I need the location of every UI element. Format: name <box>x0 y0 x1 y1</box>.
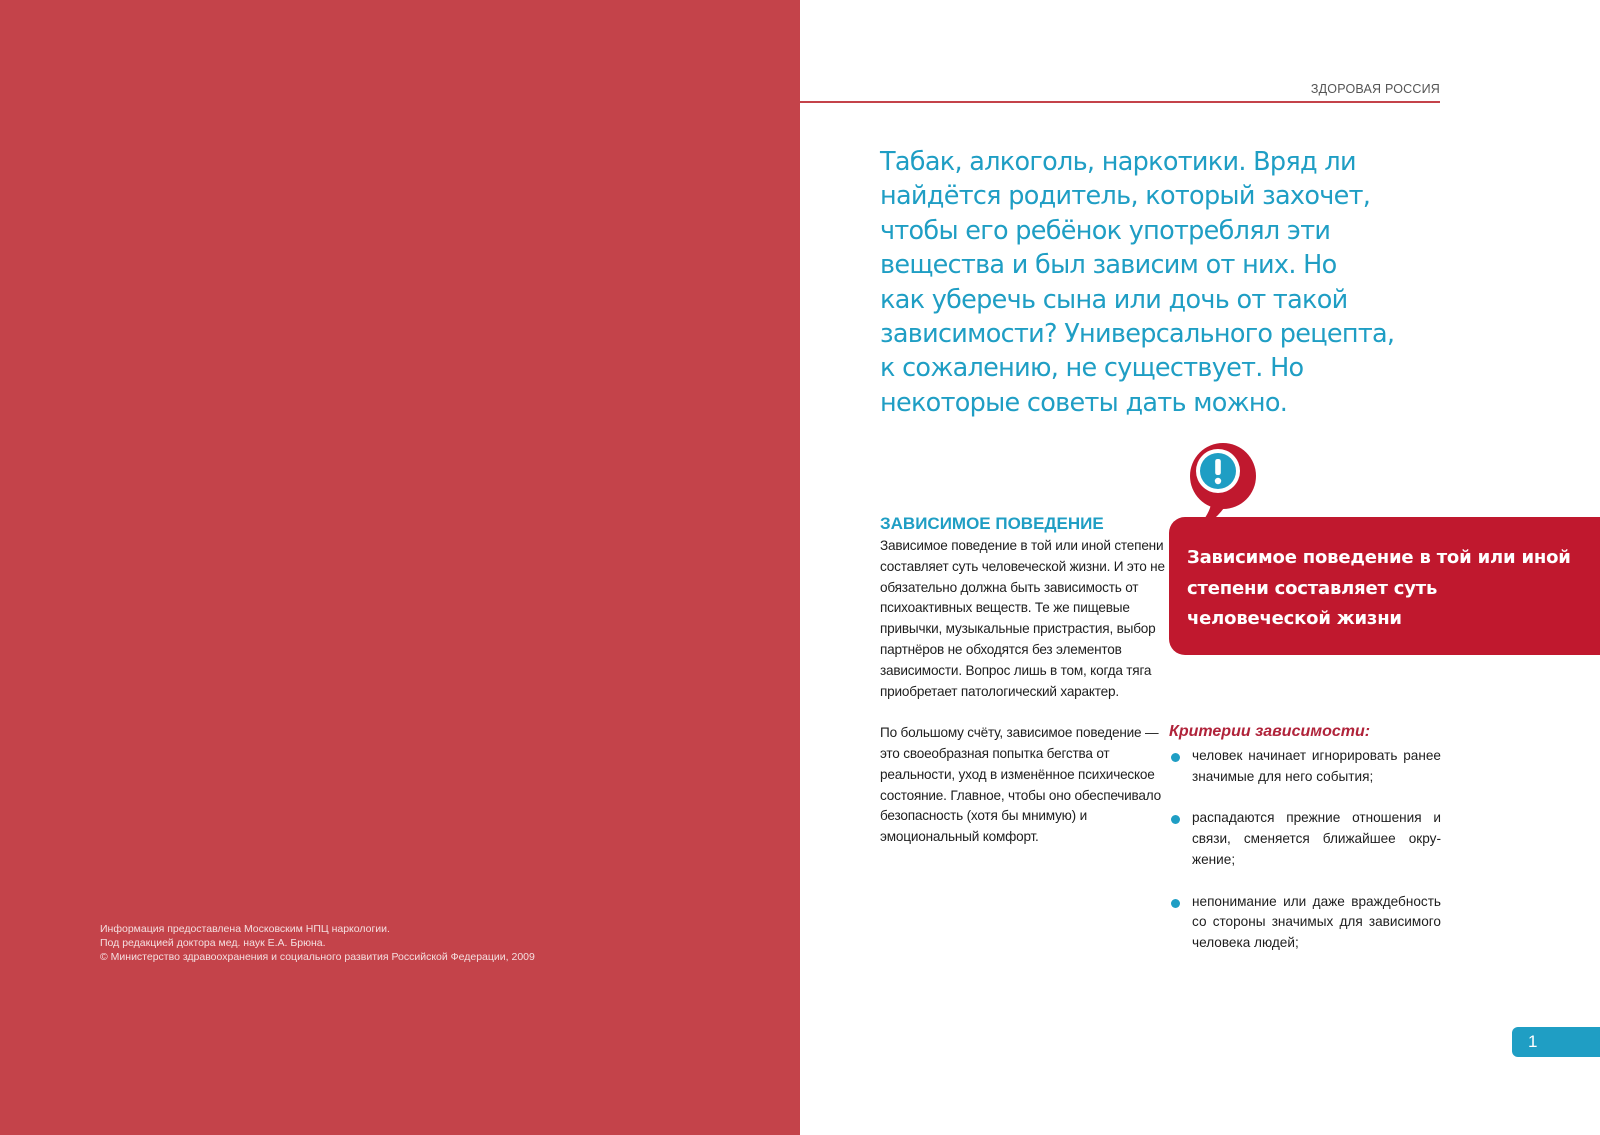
credit-line-copyright: © Министерство здравоохранения и социального развития Российской Федерации, 2009 <box>100 951 535 963</box>
criteria-title: Критерии зависимости: <box>1169 723 1371 740</box>
body-paragraph-2: По большому счёту, зависимое поведение — это своеобразная попытка бегства от реальности, уход в изменённое психическое состояние. Главное, чтобы оно обеспечивало безопасность (хотя бы мнимую) и эмоциональный комфорт. <box>880 725 1162 845</box>
criteria-item-text: распадаются прежние отношения и связи, сменяется ближайшее окружение; <box>1192 810 1441 867</box>
lead-paragraph <box>880 145 1440 420</box>
page-number: 1 <box>1528 1032 1538 1051</box>
lead-line: Табак, алкоголь, наркотики. Вряд ли <box>880 147 1356 177</box>
section-body <box>880 536 1165 848</box>
publication-credits <box>100 922 660 964</box>
criteria-item-text: человек начинает игнорировать ранее значимые для него события; <box>1192 748 1441 784</box>
running-head: ЗДОРОВАЯ РОССИЯ <box>1310 82 1440 96</box>
lead-line: как уберечь сына или дочь от такой <box>880 284 1348 315</box>
credit-line-source: Информация предоставлена Московским НПЦ наркологии. <box>100 923 390 935</box>
lead-line: чтобы его ребёнок употреблял эти <box>880 215 1331 246</box>
bullet-dot-icon <box>1171 815 1180 824</box>
lead-line: некоторые советы дать можно. <box>880 387 1288 418</box>
bullet-dot-icon <box>1171 899 1180 908</box>
section-title: ЗАВИСИМОЕ ПОВЕДЕНИЕ <box>880 514 1104 533</box>
exclamation-icon <box>1188 440 1258 540</box>
bullet-dot-icon <box>1171 753 1180 762</box>
header-divider <box>800 101 1440 103</box>
lead-line: найдётся родитель, который захочет, <box>880 181 1371 212</box>
criteria-item <box>1169 746 1441 788</box>
criteria-item-text: непонимание или даже враждебность со стороны значимых для зависимого человека людей; <box>1192 893 1441 951</box>
lead-line: зависимости? Универсального рецепта, <box>880 319 1395 350</box>
body-paragraph-1: Зависимое поведение в той или иной степени составляет суть человеческой жизни. И это не обязательно должна быть зависимость от психоактивных веществ. Те же пищевые привычки, музыкальные пристрастия, выбор партнёров не обходятся без элементов зависимости. Вопрос лишь в том, когда тяга приобретает патологический характер. <box>880 538 1165 699</box>
criteria-item <box>1169 892 1441 954</box>
page-number-tab <box>1512 1027 1600 1057</box>
right-content-page <box>800 0 1600 1135</box>
credit-line-editor: Под редакцией доктора мед. наук Е.А. Брюна. <box>100 937 326 949</box>
callout-text: Зависимое поведение в той или иной степени составляет суть человеческой жизни <box>1187 547 1571 629</box>
lead-line: к сожалению, не существует. Но <box>880 353 1304 384</box>
lead-line: вещества и был зависим от них. Но <box>880 250 1337 281</box>
criteria-item <box>1169 808 1441 870</box>
criteria-list <box>1169 746 1441 975</box>
